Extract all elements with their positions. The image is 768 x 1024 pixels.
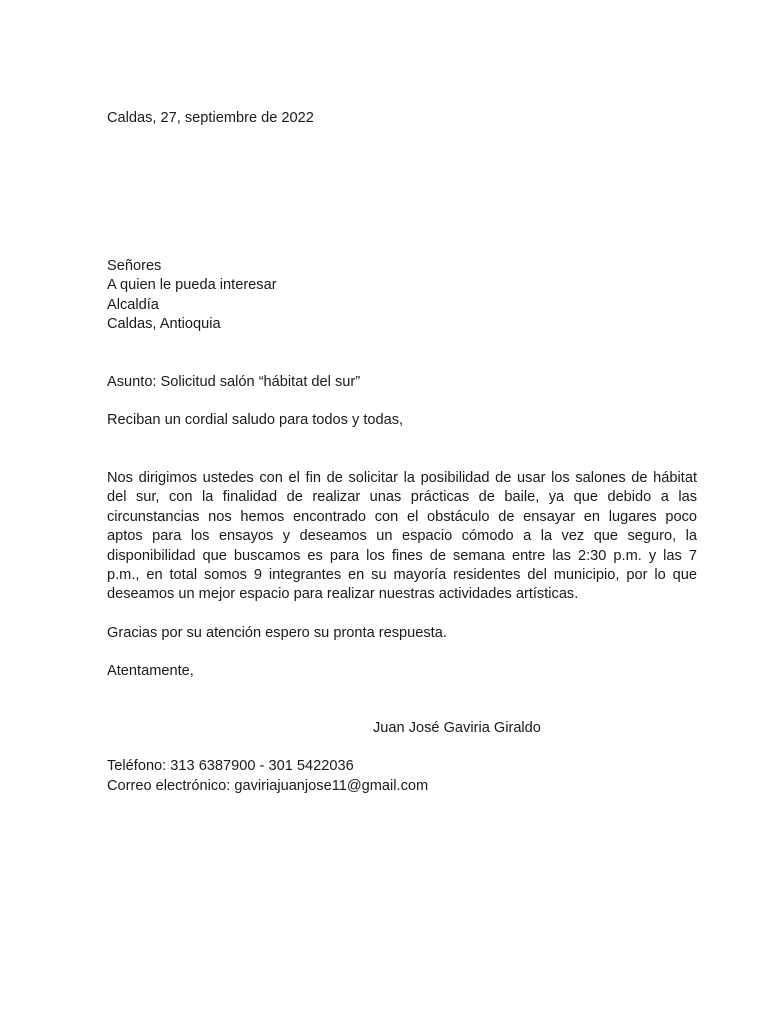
body-line: deseamos un mejor espacio para realizar nuestras actividades artísticas. <box>107 586 579 603</box>
body-line: circunstancias nos hemos encontrado con el obstáculo de ensayar en lugares poco <box>107 508 697 525</box>
signature-name: Juan José Gaviria Giraldo <box>373 720 541 736</box>
letter-greeting: Reciban un cordial saludo para todos y todas, <box>107 412 404 428</box>
recipient-line: Alcaldía <box>107 296 159 313</box>
recipient-line: A quien le pueda interesar <box>107 277 277 294</box>
recipient-block <box>107 257 277 335</box>
body-line: aptos para los ensayos y deseamos un espacio cómodo a la vez que seguro, la <box>107 528 697 545</box>
recipient-line: Caldas, Antioquia <box>107 316 221 333</box>
body-line: disponibilidad que buscamos es para los fines de semana entre las 2:30 p.m. y las 7 <box>107 547 697 564</box>
contact-phone: Teléfono: 313 6387900 - 301 5422036 <box>107 758 354 774</box>
letter-closing: Atentamente, <box>107 663 194 679</box>
letter-body-paragraph <box>107 469 697 605</box>
letter-thanks: Gracias por su atención espero su pronta respuesta. <box>107 625 447 641</box>
recipient-line: Señores <box>107 258 162 274</box>
body-line: del sur, con la finalidad de realizar unas prácticas de baile, ya que debido a las <box>107 489 697 506</box>
body-line: p.m., en total somos 9 integrantes en su mayoría residentes del municipio, por lo que <box>107 566 697 583</box>
letter-subject: Asunto: Solicitud salón “hábitat del sur” <box>107 374 361 390</box>
letter-date: Caldas, 27, septiembre de 2022 <box>107 110 314 126</box>
body-line: Nos dirigimos ustedes con el fin de solicitar la posibilidad de usar los salones de hábitat <box>107 470 697 486</box>
contact-email: Correo electrónico: gaviriajuanjose11@gmail.com <box>107 778 429 794</box>
